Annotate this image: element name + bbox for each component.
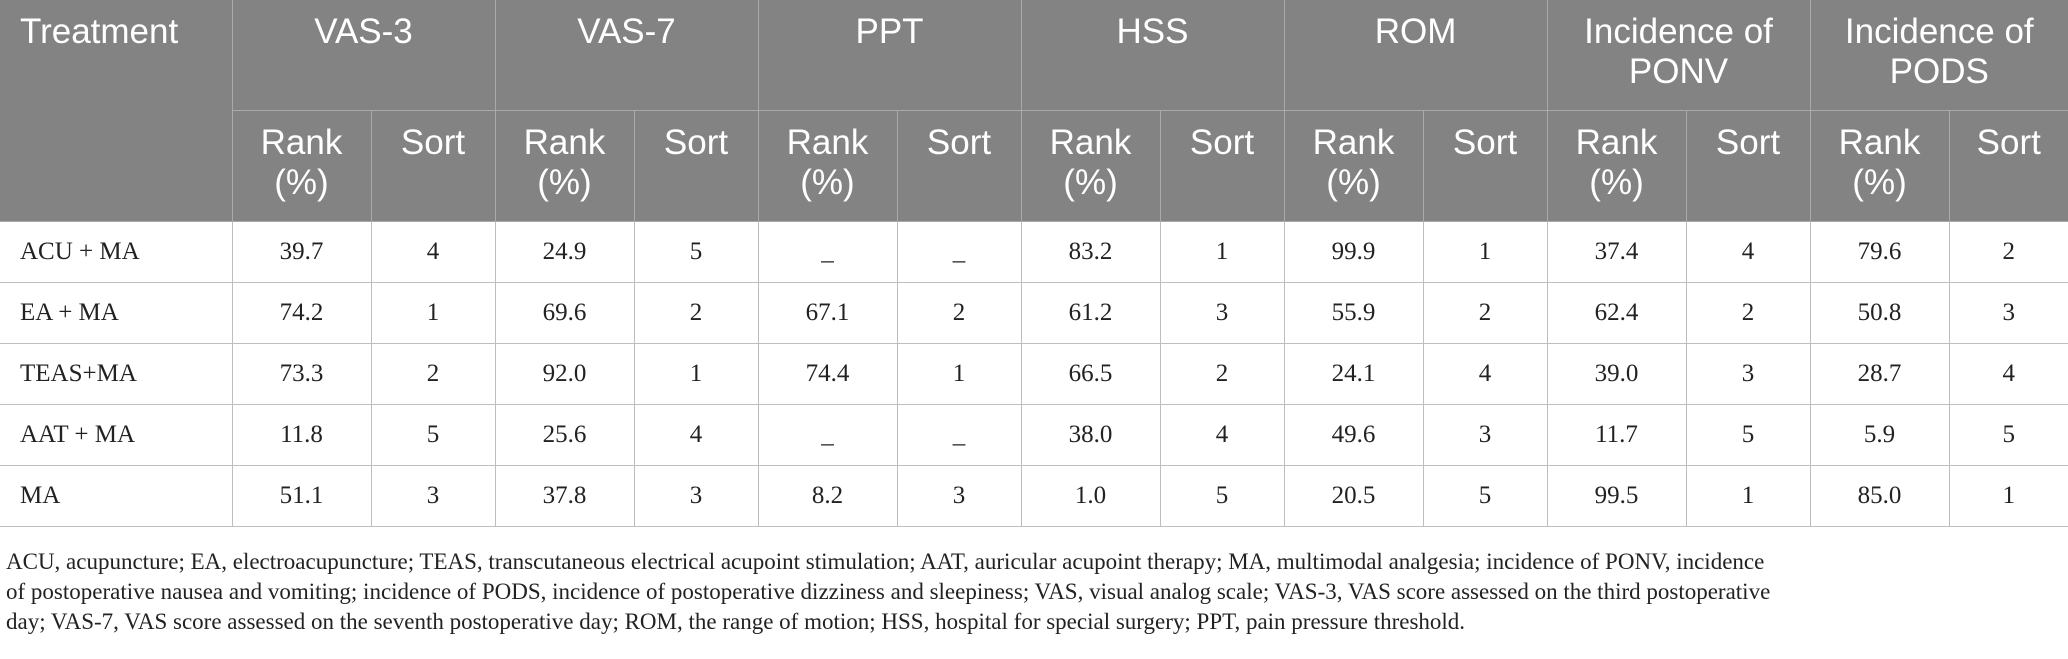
- sort-subheader: Sort: [1686, 110, 1810, 221]
- sort-subheader: Sort: [897, 110, 1021, 221]
- group-header: ROM: [1284, 0, 1547, 110]
- sort-cell: 2: [1423, 282, 1547, 343]
- group-header: PPT: [758, 0, 1021, 110]
- rank-cell: 79.6: [1810, 221, 1949, 282]
- table-row: [0, 282, 2068, 343]
- sort-cell: 1: [1949, 465, 2068, 526]
- sort-cell: 4: [1423, 343, 1547, 404]
- sort-cell: 5: [634, 221, 758, 282]
- sort-cell: 3: [371, 465, 495, 526]
- sort-cell: 2: [371, 343, 495, 404]
- sort-cell: 4: [1160, 404, 1284, 465]
- table-body: [0, 221, 2068, 526]
- sort-cell: 2: [634, 282, 758, 343]
- rank-cell: 28.7: [1810, 343, 1949, 404]
- rank-cell: 11.7: [1547, 404, 1686, 465]
- sort-cell: 4: [1686, 221, 1810, 282]
- rank-cell: 39.0: [1547, 343, 1686, 404]
- treatment-cell: ACU + MA: [0, 221, 232, 282]
- rank-cell: 61.2: [1021, 282, 1160, 343]
- sort-cell: 1: [897, 343, 1021, 404]
- group-header: Incidence of PODS: [1810, 0, 2068, 110]
- rank-cell: 99.5: [1547, 465, 1686, 526]
- rank-cell: 99.9: [1284, 221, 1423, 282]
- table-row: [0, 404, 2068, 465]
- sort-subheader: Sort: [371, 110, 495, 221]
- rank-subheader: Rank (%): [1810, 110, 1949, 221]
- header-row-subheaders: [0, 110, 2068, 221]
- sort-cell: 1: [634, 343, 758, 404]
- sort-cell: 5: [1160, 465, 1284, 526]
- rank-subheader: Rank (%): [1284, 110, 1423, 221]
- rank-cell: 51.1: [232, 465, 371, 526]
- rank-cell: 24.1: [1284, 343, 1423, 404]
- rank-cell: 24.9: [495, 221, 634, 282]
- sort-cell: 4: [371, 221, 495, 282]
- sort-cell: _: [897, 221, 1021, 282]
- rank-cell: 92.0: [495, 343, 634, 404]
- treatment-cell: AAT + MA: [0, 404, 232, 465]
- sort-cell: 3: [634, 465, 758, 526]
- table-row: [0, 221, 2068, 282]
- sort-cell: 2: [897, 282, 1021, 343]
- sort-cell: 4: [1949, 343, 2068, 404]
- sort-cell: 2: [1686, 282, 1810, 343]
- sort-subheader: Sort: [634, 110, 758, 221]
- sort-cell: 1: [1423, 221, 1547, 282]
- rank-cell: 69.6: [495, 282, 634, 343]
- rank-cell: 1.0: [1021, 465, 1160, 526]
- footnote-line: of postoperative nausea and vomiting; incidence of PODS, incidence of postoperative dizziness and sleepiness; VAS, visual analog scale; VAS-3, VAS score assessed on the third postoperative: [6, 579, 1771, 604]
- sort-cell: 1: [1160, 221, 1284, 282]
- sort-cell: 3: [1160, 282, 1284, 343]
- sort-cell: 2: [1160, 343, 1284, 404]
- sort-subheader: Sort: [1423, 110, 1547, 221]
- sort-cell: 1: [371, 282, 495, 343]
- sort-cell: 5: [1423, 465, 1547, 526]
- rank-cell: 11.8: [232, 404, 371, 465]
- rank-subheader: Rank (%): [232, 110, 371, 221]
- rank-subheader: Rank (%): [758, 110, 897, 221]
- rank-cell: 55.9: [1284, 282, 1423, 343]
- sort-cell: 3: [1423, 404, 1547, 465]
- rank-cell: 38.0: [1021, 404, 1160, 465]
- rank-cell: 37.4: [1547, 221, 1686, 282]
- rank-cell: 66.5: [1021, 343, 1160, 404]
- rank-subheader: Rank (%): [1021, 110, 1160, 221]
- group-header: VAS-7: [495, 0, 758, 110]
- sort-subheader: Sort: [1949, 110, 2068, 221]
- sort-cell: 5: [1686, 404, 1810, 465]
- rank-cell: 85.0: [1810, 465, 1949, 526]
- sort-subheader: Sort: [1160, 110, 1284, 221]
- rank-cell: 62.4: [1547, 282, 1686, 343]
- rank-subheader: Rank (%): [495, 110, 634, 221]
- sort-cell: 5: [1949, 404, 2068, 465]
- rank-cell: 49.6: [1284, 404, 1423, 465]
- treatment-cell: TEAS+MA: [0, 343, 232, 404]
- header-row-groups: [0, 0, 2068, 110]
- sort-cell: 3: [1686, 343, 1810, 404]
- treatment-column-header: Treatment: [0, 0, 232, 221]
- sort-cell: 3: [1949, 282, 2068, 343]
- footnote-line: ACU, acupuncture; EA, electroacupuncture; TEAS, transcutaneous electrical acupoint stimulation; AAT, auricular acupoint therapy; MA, multimodal analgesia; incidence of PONV, incidence: [6, 549, 1765, 574]
- rank-cell: 67.1: [758, 282, 897, 343]
- rank-cell: 20.5: [1284, 465, 1423, 526]
- group-header: Incidence of PONV: [1547, 0, 1810, 110]
- sort-cell: 5: [371, 404, 495, 465]
- rank-cell: 39.7: [232, 221, 371, 282]
- table-footnote: [0, 547, 2068, 637]
- sort-cell: 1: [1686, 465, 1810, 526]
- sort-cell: 3: [897, 465, 1021, 526]
- table-row: [0, 465, 2068, 526]
- sort-cell: 2: [1949, 221, 2068, 282]
- footnote-line: day; VAS-7, VAS score assessed on the seventh postoperative day; ROM, the range of motion; HSS, hospital for special surgery; PPT, pain pressure threshold.: [6, 609, 1466, 634]
- rank-cell: 25.6: [495, 404, 634, 465]
- group-header: VAS-3: [232, 0, 495, 110]
- rank-cell: _: [758, 221, 897, 282]
- rank-cell: _: [758, 404, 897, 465]
- rank-cell: 74.4: [758, 343, 897, 404]
- rank-cell: 74.2: [232, 282, 371, 343]
- sort-cell: 4: [634, 404, 758, 465]
- rank-cell: 73.3: [232, 343, 371, 404]
- rank-cell: 83.2: [1021, 221, 1160, 282]
- table-row: [0, 343, 2068, 404]
- treatment-cell: MA: [0, 465, 232, 526]
- rank-cell: 37.8: [495, 465, 634, 526]
- rank-subheader: Rank (%): [1547, 110, 1686, 221]
- sort-cell: _: [897, 404, 1021, 465]
- rank-cell: 8.2: [758, 465, 897, 526]
- treatment-cell: EA + MA: [0, 282, 232, 343]
- rank-cell: 50.8: [1810, 282, 1949, 343]
- rank-cell: 5.9: [1810, 404, 1949, 465]
- group-header: HSS: [1021, 0, 1284, 110]
